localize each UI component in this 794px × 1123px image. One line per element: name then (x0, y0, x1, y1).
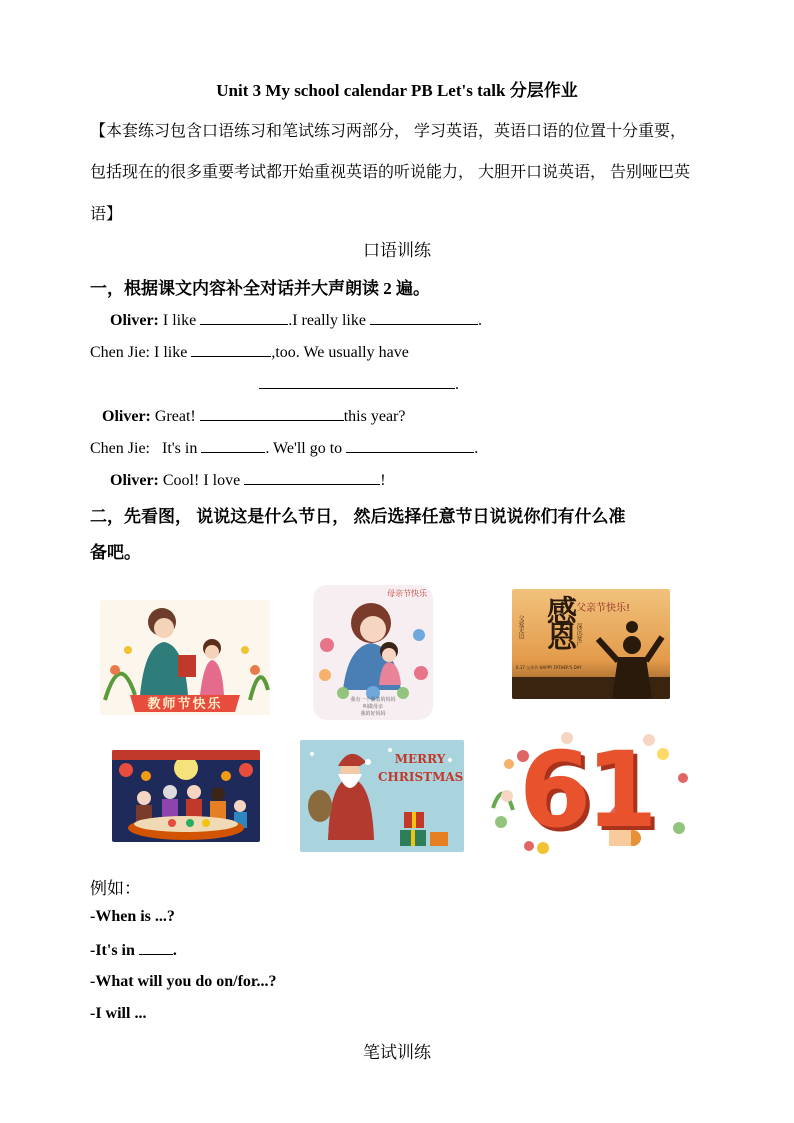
dialogue-line-3: . (259, 374, 459, 394)
speaker-oliver: Oliver: (110, 312, 159, 329)
childrens-day-illustration (483, 718, 699, 864)
example-label: 例如： (90, 879, 141, 898)
question-1-heading: 一，根据课文内容补全对话并大声朗读 2 遍。 (90, 279, 430, 298)
christmas-illustration (300, 740, 464, 852)
speaker-oliver: Oliver: (102, 408, 151, 425)
example-line-4: -I will ... (90, 1005, 147, 1022)
speaker-chen-jie: Chen Jie: (90, 440, 150, 457)
intro-line-3: 语】 (90, 206, 123, 223)
mothers-day-caption: 母亲节快乐 (387, 589, 427, 598)
answer-blank[interactable] (200, 406, 344, 421)
fathers-day-illustration (512, 589, 670, 699)
christmas-greeting: MERRY CHRISTMAS (378, 752, 464, 784)
teachers-day-illustration (100, 600, 270, 715)
childrens-day-number: 61 (519, 729, 652, 851)
dialogue-line-6: Oliver: Cool! I love ! (110, 472, 386, 489)
dialogue-line-5: Chen Jie: It's in . We'll go to . (90, 440, 479, 457)
answer-blank[interactable] (200, 310, 288, 325)
fathers-day-caption: 父亲节快乐! (576, 603, 631, 614)
answer-blank[interactable] (244, 470, 380, 485)
answer-blank[interactable] (259, 374, 455, 389)
dialogue-line-2: Chen Jie: I like ,too. We usually have (90, 344, 409, 361)
section-oral-heading: 口语训练 (363, 241, 431, 260)
answer-blank[interactable] (191, 342, 271, 357)
page-title: Unit 3 My school calendar PB Let's talk 分层作业 (216, 81, 578, 100)
example-line-3: -What will you do on/for...? (90, 973, 277, 990)
mothers-day-illustration (313, 585, 433, 720)
speaker-oliver: Oliver: (110, 472, 159, 489)
mothers-day-fine-print: 我有一个温柔的妈妈 叫做母亲 我的好妈妈 (350, 697, 396, 717)
section-written-heading: 笔试训练 (363, 1043, 431, 1062)
answer-blank[interactable] (201, 438, 265, 453)
speaker-chen-jie: Chen Jie: (90, 344, 150, 361)
dialogue-line-4: Oliver: Great! this year? (102, 408, 406, 425)
fathers-day-side-text-2: 深沉宽广 (575, 623, 582, 647)
answer-blank[interactable] (139, 941, 173, 955)
question-2-heading-line-1: 二，先看图， 说说这是什么节日， 然后选择任意节日说说你们有什么准 (90, 507, 626, 526)
fathers-day-side-text-1: 父爱无边 (517, 615, 524, 639)
fathers-day-date: 6.17 父亲节 HAPPY FATHER'S DAY (516, 665, 582, 670)
teachers-day-caption: 教师节快乐 (147, 697, 223, 712)
answer-blank[interactable] (370, 310, 478, 325)
answer-blank[interactable] (346, 438, 474, 453)
example-line-2: -It's in . (90, 942, 177, 959)
family-dinner-illustration (112, 750, 260, 842)
intro-line-1: 【本套练习包含口语练习和笔试练习两部分， 学习英语，英语口语的位置十分重要， (90, 123, 687, 140)
intro-line-2: 包括现在的很多重要考试都开始重视英语的听说能力， 大胆开口说英语， 告别哑巴英 (90, 164, 691, 181)
fathers-day-big-char: 感恩 (541, 595, 576, 647)
question-2-heading-line-2: 备吧。 (90, 543, 141, 562)
dialogue-line-1: Oliver: I like .I really like . (110, 312, 482, 329)
example-line-1: -When is ...? (90, 908, 175, 925)
